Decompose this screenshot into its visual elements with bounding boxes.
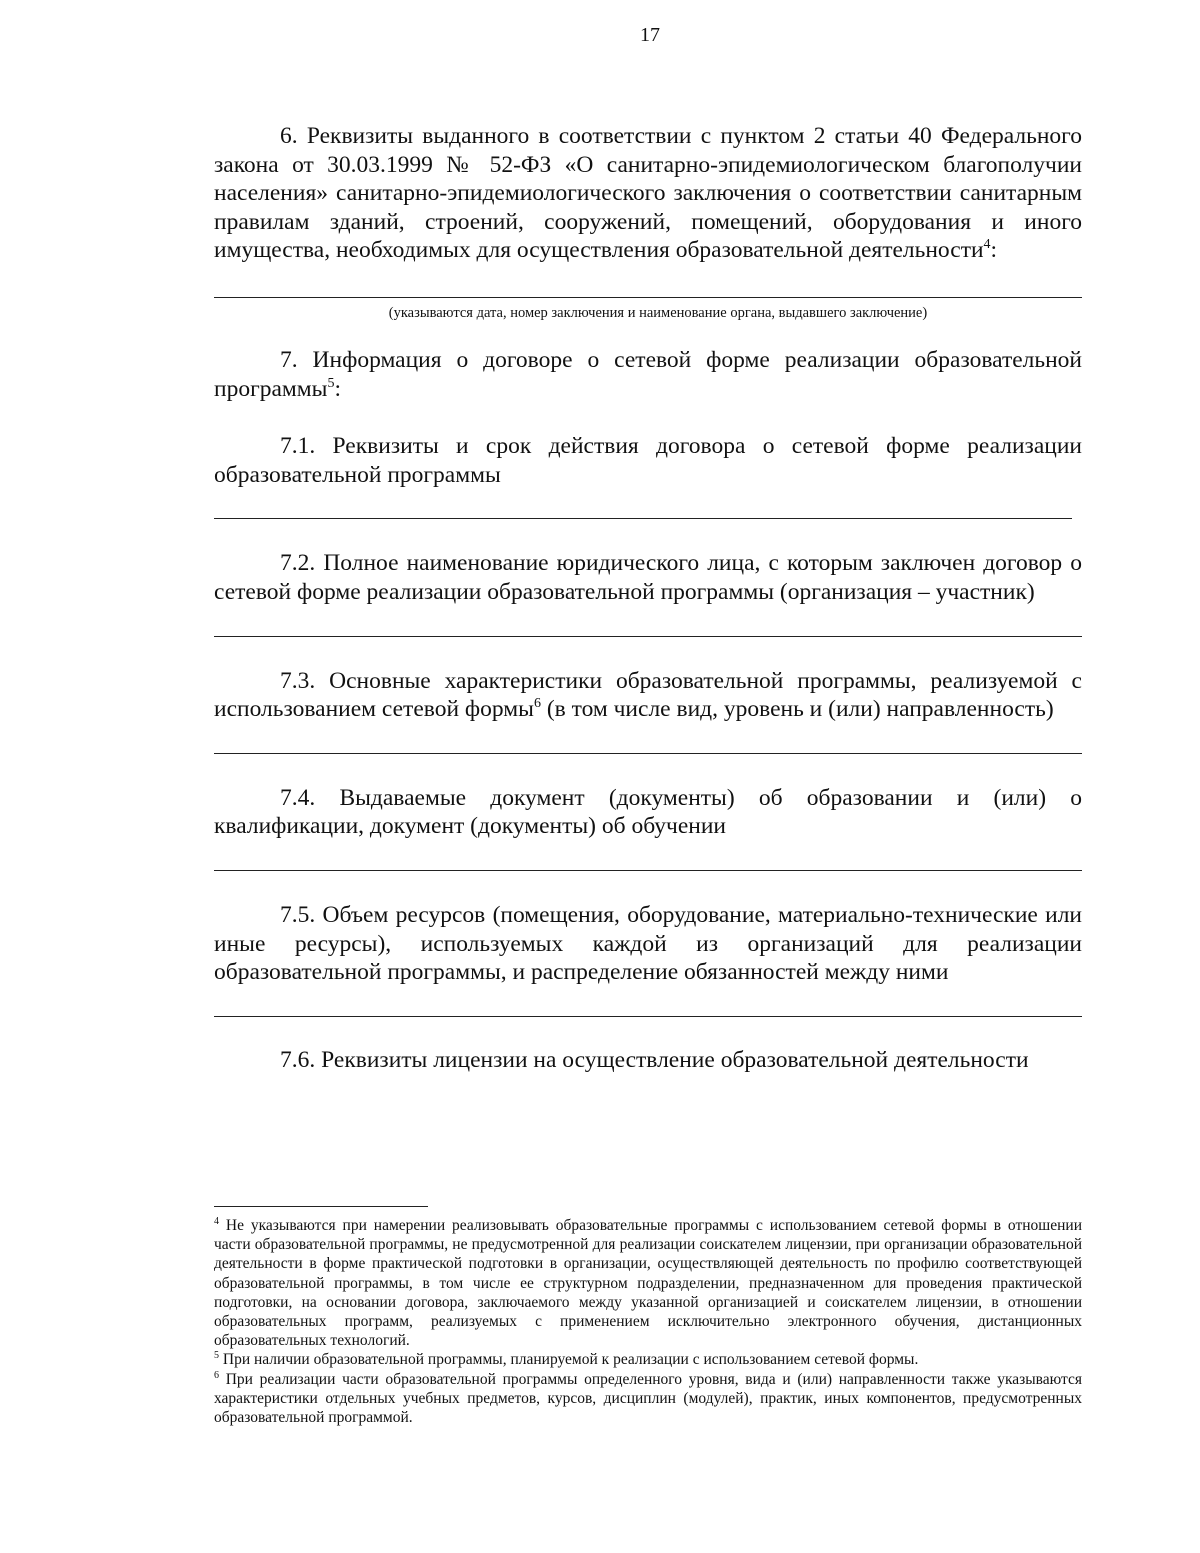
section-7-colon: : bbox=[334, 375, 341, 402]
section-7-4-paragraph: 7.4. Выдаваемые документ (документы) об образовании и (или) о квалификации, документ (документы) об обучении bbox=[214, 784, 1082, 840]
document-body bbox=[214, 122, 1082, 1074]
footnote-6 bbox=[214, 1370, 1082, 1428]
section-6-paragraph bbox=[214, 122, 1082, 265]
footnote-text: При наличии образовательной программы, планируемой к реализации с использованием сетевой формы. bbox=[219, 1351, 919, 1369]
footnotes bbox=[214, 1216, 1082, 1427]
blank-line-7-4[interactable] bbox=[214, 870, 1082, 871]
section-6-caption: (указываются дата, номер заключения и наименование органа, выдавшего заключение) bbox=[388, 304, 928, 321]
footnote-ref-4: 4 bbox=[983, 237, 991, 253]
footnote-text: Не указываются при намерении реализовывать образовательные программы с использованием сетевой формы в отношении части образовательной программы, не предусмотренной для реализации соискателем лицензии, при организации образовательной деятельности в форме практической подготовки в организации, осуществляющей деятельность по профилю соответствующей образовательной программы, в том числе ее структурном подразделении, предназначенном для проведения практической подготовки, на основании договора, заключаемого между указанной организацией и соискателем лицензии, в отношении образовательных программ, реализуемых с применением исключительно электронного обучения, дистанционных образовательных технологий. bbox=[214, 1217, 1082, 1350]
section-6-text: 6. Реквизиты выданного в соответствии с пунктом 2 статьи 40 Федерального закона от 30.03.1999 № 52-ФЗ «О санитарно-эпидемиологическом благополучии населения» санитарно-эпидемиологического заключения о соответствии санитарным правилам зданий, строений, сооружений, помещений, оборудования и иного имущества, необходимых для осуществления образовательной деятельности bbox=[214, 123, 1082, 264]
blank-line-7-3[interactable] bbox=[214, 753, 1082, 754]
footnote-4 bbox=[214, 1216, 1082, 1350]
blank-line-7-1[interactable] bbox=[214, 518, 1072, 519]
footnote-text: При реализации части образовательной программы определенного уровня, вида и (или) направленности также указываются характеристики отдельных учебных предметов, курсов, дисциплин (модулей), практик, иных компонентов, предусмотренных образовательной программой. bbox=[214, 1370, 1082, 1427]
footnote-separator bbox=[214, 1206, 428, 1207]
section-7-5-paragraph: 7.5. Объем ресурсов (помещения, оборудование, материально-технические или иные ресурсы), используемых каждой из организаций для реализации образовательной программы, и распределение обязанностей между ними bbox=[214, 901, 1082, 986]
section-7-3-text: 7.3. Основные характеристики образовательной программы, реализуемой с использованием сетевой формы bbox=[214, 667, 1082, 723]
section-7-3-paragraph bbox=[214, 667, 1082, 724]
page-number: 17 bbox=[640, 24, 660, 46]
footnote-number: 6 bbox=[214, 1369, 219, 1381]
footnote-ref-6: 6 bbox=[533, 696, 541, 712]
section-6-colon: : bbox=[990, 237, 998, 264]
footnote-number: 4 bbox=[214, 1215, 219, 1227]
section-7-3-tail: (в том числе вид, уровень и (или) направленность) bbox=[540, 696, 1054, 723]
section-7-text: 7. Информация о договоре о сетевой форме реализации образовательной программы bbox=[214, 346, 1082, 402]
blank-line-7-5[interactable] bbox=[214, 1016, 1082, 1017]
footnote-number: 5 bbox=[214, 1350, 219, 1362]
section-7-1-paragraph: 7.1. Реквизиты и срок действия договора о сетевой форме реализации образовательной программы bbox=[214, 433, 1082, 488]
section-7-6-paragraph: 7.6. Реквизиты лицензии на осуществление образовательной деятельности bbox=[280, 1046, 1029, 1073]
section-7-2-paragraph: 7.2. Полное наименование юридического лица, с которым заключен договор о сетевой форме реализации образовательной программы (организация – участник) bbox=[214, 550, 1082, 605]
section-7-paragraph bbox=[214, 346, 1082, 403]
blank-line-7-2[interactable] bbox=[214, 636, 1082, 637]
footnote-ref-5: 5 bbox=[327, 375, 335, 391]
footnote-5 bbox=[214, 1350, 1082, 1369]
blank-line-section-6[interactable] bbox=[214, 297, 1082, 298]
